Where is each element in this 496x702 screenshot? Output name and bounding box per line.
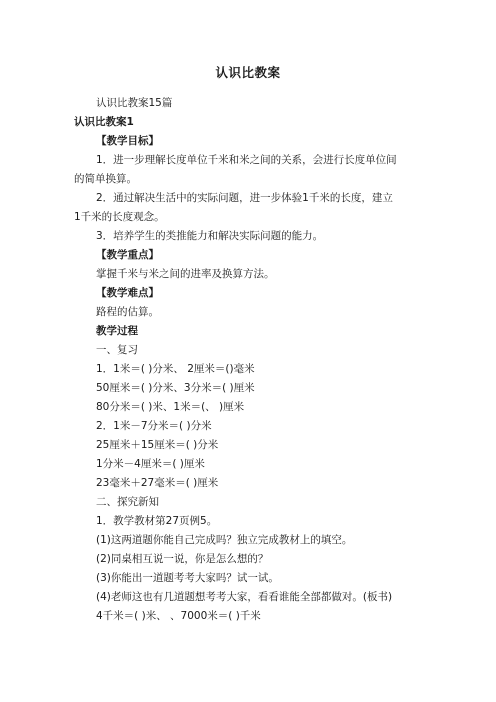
doc-subtitle: 认识比教案15篇 xyxy=(96,97,173,109)
heading-difficulties: 【教学难点】 xyxy=(96,287,159,299)
review-item-1c: 80分米＝( )米、1米＝(、 )厘米 xyxy=(96,401,245,413)
review-item-2: 2．1米－7分米＝( )分米 xyxy=(96,420,212,432)
review-item-2d: 23毫米＋27毫米＝( )厘米 xyxy=(96,477,219,489)
review-item-1: 1．1米＝( )分米、 2厘米＝()毫米 xyxy=(96,363,255,375)
explore-item-1: 1．教学教材第27页例5。 xyxy=(96,515,218,527)
explore-step-3: (3)你能出一道题考考大家吗？试一试。 xyxy=(96,572,279,584)
review-item-2c: 1分米－4厘米＝( )厘米 xyxy=(96,458,205,470)
heading-teaching-goals: 【教学目标】 xyxy=(96,135,159,147)
explore-step-4: (4)老师这也有几道题想考考大家，看看谁能全部都做对。(板书) xyxy=(96,591,393,603)
explore-step-2: (2)同桌相互说一说，你是怎么想的？ xyxy=(96,553,269,565)
difficulty-text: 路程的估算。 xyxy=(96,306,159,318)
goal-1-line-1: 1．进一步理解长度单位千米和米之间的关系，会进行长度单位间 xyxy=(96,154,397,166)
goal-3: 3．培养学生的类推能力和解决实际问题的能力。 xyxy=(96,230,324,242)
section-review: 一、复习 xyxy=(96,344,138,356)
section-explore: 二、探究新知 xyxy=(96,496,159,508)
explore-exercise: 4千米＝( )米、 、7000米＝( )千米 xyxy=(96,610,261,622)
key-point-text: 掌握千米与米之间的进率及换算方法。 xyxy=(96,268,275,280)
review-item-1b: 50厘米＝( )分米、3分米＝( )厘米 xyxy=(96,382,255,394)
heading-key-points: 【教学重点】 xyxy=(96,249,159,261)
section-heading: 认识比教案1 xyxy=(74,116,134,128)
document-title: 认识比教案 xyxy=(215,65,281,80)
explore-step-1: (1)这两道题你能自己完成吗？独立完成教材上的填空。 xyxy=(96,534,353,546)
goal-2-line-2: 1千米的长度观念。 xyxy=(74,211,165,223)
heading-teaching-process: 教学过程 xyxy=(96,325,138,337)
review-item-2b: 25厘米＋15厘米＝( )分米 xyxy=(96,439,219,451)
goal-2-line-1: 2．通过解决生活中的实际问题，进一步体验1千米的长度，建立 xyxy=(96,192,393,204)
goal-1-line-2: 的简单换算。 xyxy=(74,173,137,185)
